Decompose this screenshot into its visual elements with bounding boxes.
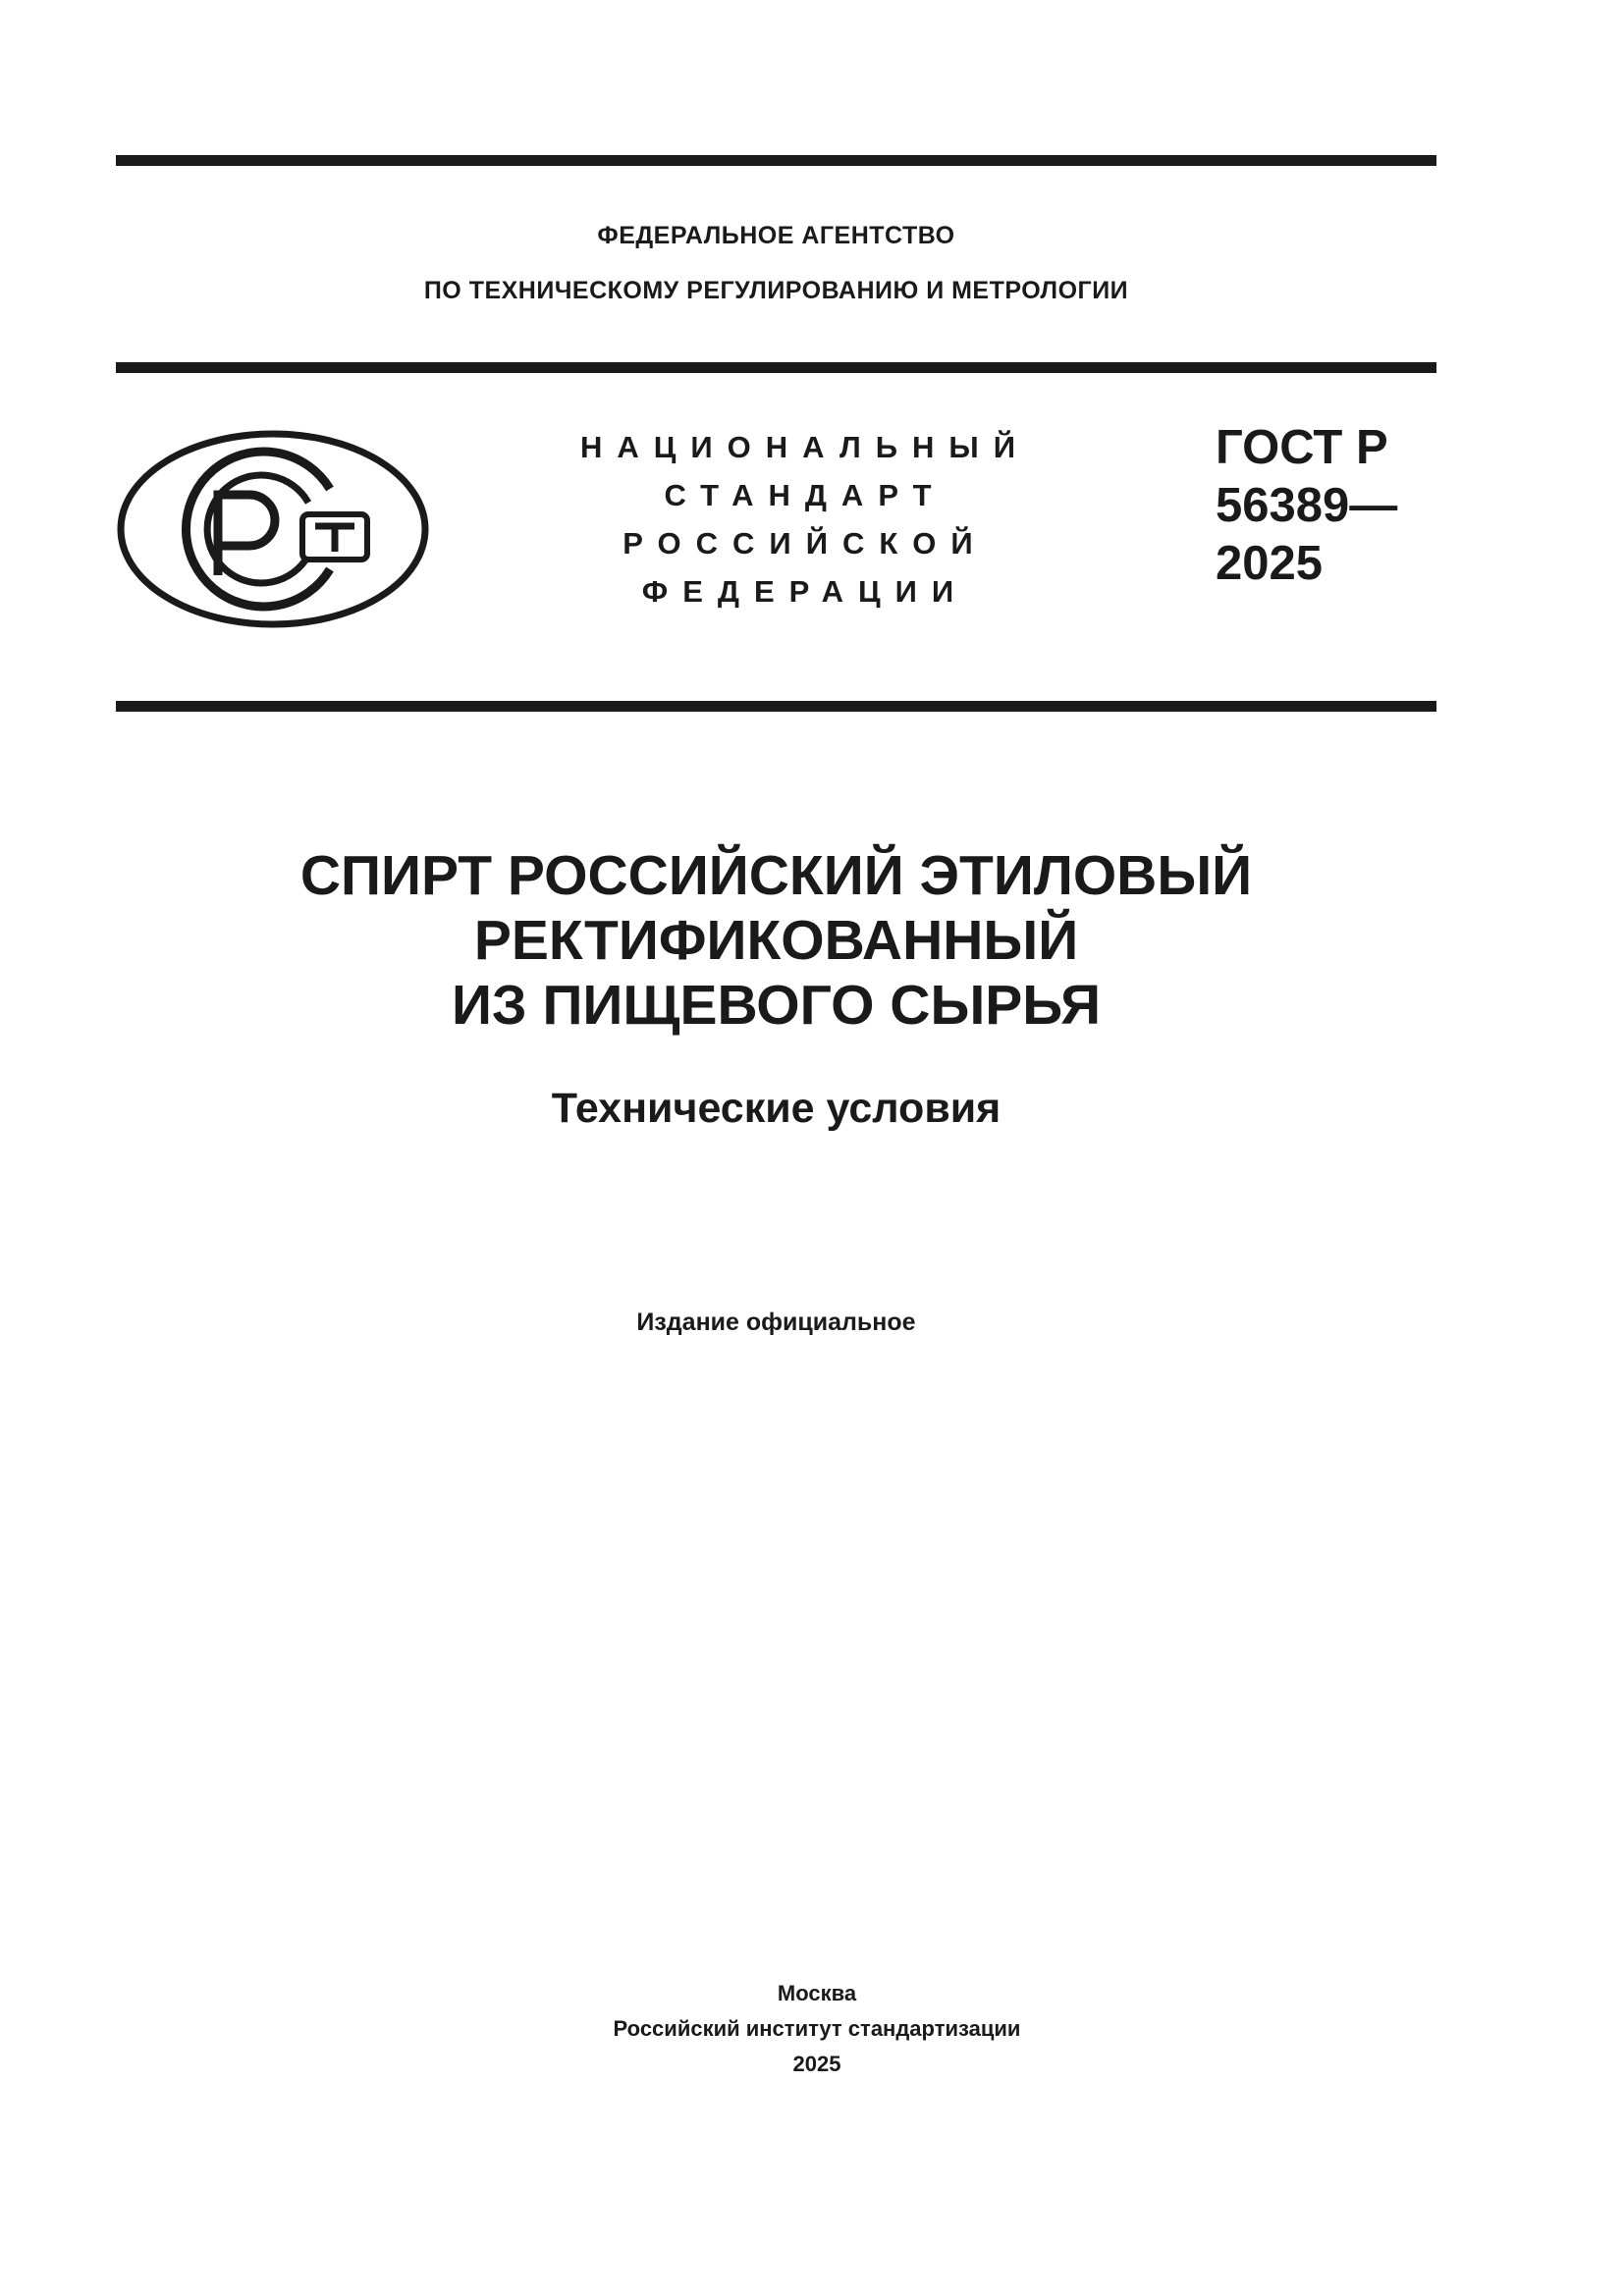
national-standard-line-1: НАЦИОНАЛЬНЫЙ xyxy=(579,430,1031,464)
gost-designation xyxy=(1216,419,1397,593)
document-subtitle: Технические условия xyxy=(551,1085,1001,1132)
gost-line-2: 56389— xyxy=(1216,479,1398,532)
header-rule xyxy=(116,362,1436,373)
imprint-city: Москва xyxy=(777,1981,857,2005)
gost-line-1: ГОСТ Р xyxy=(1216,421,1388,474)
edition-label: Издание официальное xyxy=(636,1308,916,1336)
gost-r-certification-logo-icon xyxy=(116,428,430,635)
document-title xyxy=(116,843,1436,1038)
national-standard-label xyxy=(550,423,1060,615)
gost-line-3: 2025 xyxy=(1216,537,1324,590)
standard-block-rule xyxy=(116,701,1436,712)
top-rule xyxy=(116,155,1436,166)
imprint-year: 2025 xyxy=(792,2052,841,2076)
imprint-publisher: Российский институт стандартизации xyxy=(613,2016,1021,2041)
national-standard-line-4: ФЕДЕРАЦИИ xyxy=(641,574,969,609)
imprint xyxy=(116,1976,1518,2082)
agency-line-1: ФЕДЕРАЛЬНОЕ АГЕНТСТВО xyxy=(597,222,955,249)
title-line-1: СПИРТ РОССИЙСКИЙ ЭТИЛОВЫЙ xyxy=(299,844,1253,907)
title-line-3: ИЗ ПИЩЕВОГО СЫРЬЯ xyxy=(451,974,1102,1037)
national-standard-line-3: РОССИЙСКОЙ xyxy=(623,526,988,561)
agency-line-2: ПО ТЕХНИЧЕСКОМУ РЕГУЛИРОВАНИЮ И МЕТРОЛОГИИ xyxy=(423,277,1129,304)
title-line-2: РЕКТИФИКОВАННЫЙ xyxy=(473,909,1079,972)
national-standard-line-2: СТАНДАРТ xyxy=(664,478,947,512)
